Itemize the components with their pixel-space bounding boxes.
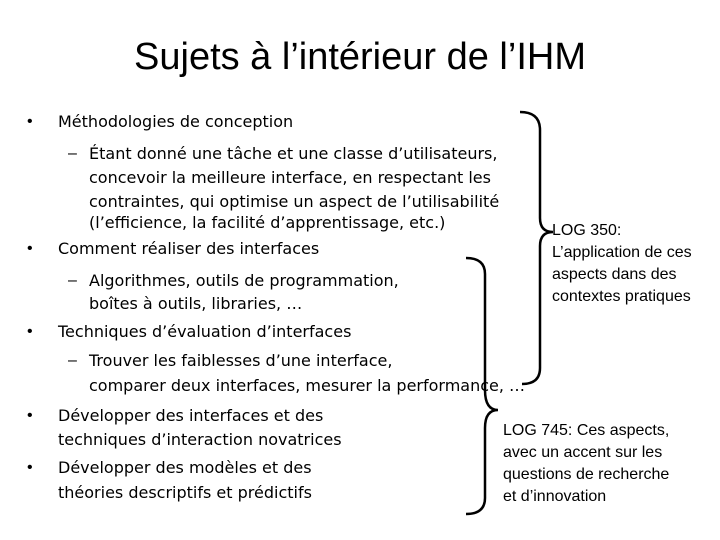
bullet-3: •: [27, 323, 33, 340]
item-2-sub-line-2: boîtes à outils, libraries, …: [89, 294, 303, 313]
brace-log350: [520, 112, 553, 384]
item-1-sub-line-4: (l’efficience, la facilité d’apprentissage, etc.): [89, 213, 446, 232]
bullet-4: •: [27, 407, 33, 424]
dash-1: –: [68, 145, 77, 162]
bullet-5: •: [27, 459, 33, 476]
bullet-1: •: [27, 113, 33, 130]
note-log745-line-3: questions de recherche: [503, 466, 670, 483]
dash-2: –: [68, 272, 77, 289]
note-log350-line-3: aspects dans des: [552, 266, 677, 283]
note-log350-line-2: L’application de ces: [552, 244, 692, 261]
item-3-text: Techniques d’évaluation d’interfaces: [58, 322, 352, 341]
brace-log745: [466, 258, 498, 514]
item-1-text: Méthodologies de conception: [58, 112, 294, 131]
dash-3: –: [68, 352, 77, 369]
item-1-sub-line-2: concevoir la meilleure interface, en respectant les: [89, 168, 491, 187]
item-2-text: Comment réaliser des interfaces: [58, 239, 320, 258]
note-log350-line-1: LOG 350:: [552, 222, 622, 239]
item-4-text-line-2: techniques d’interaction novatrices: [58, 430, 342, 449]
item-5-text-line-2: théories descriptifs et prédictifs: [58, 483, 312, 502]
item-1-sub-line-3: contraintes, qui optimise un aspect de l’utilisabilité: [89, 192, 500, 211]
item-3-sub-line-2: comparer deux interfaces, mesurer la performance, …: [89, 376, 526, 395]
item-1-sub-line-1: Étant donné une tâche et une classe d’utilisateurs,: [89, 144, 498, 163]
slide-title: Sujets à l’intérieur de l’IHM: [134, 36, 586, 78]
item-3-sub-line-1: Trouver les faiblesses d’une interface,: [89, 351, 393, 370]
note-log745-line-2: avec un accent sur les: [503, 444, 663, 461]
note-log745-line-4: et d’innovation: [503, 488, 607, 505]
item-5-text-line-1: Développer des modèles et des: [58, 458, 312, 477]
bullet-2: •: [27, 240, 33, 257]
item-4-text-line-1: Développer des interfaces et des: [58, 406, 324, 425]
item-2-sub-line-1: Algorithmes, outils de programmation,: [89, 271, 399, 290]
note-log350-line-4: contextes pratiques: [552, 288, 691, 305]
note-log745-line-1: LOG 745: Ces aspects,: [503, 422, 670, 439]
